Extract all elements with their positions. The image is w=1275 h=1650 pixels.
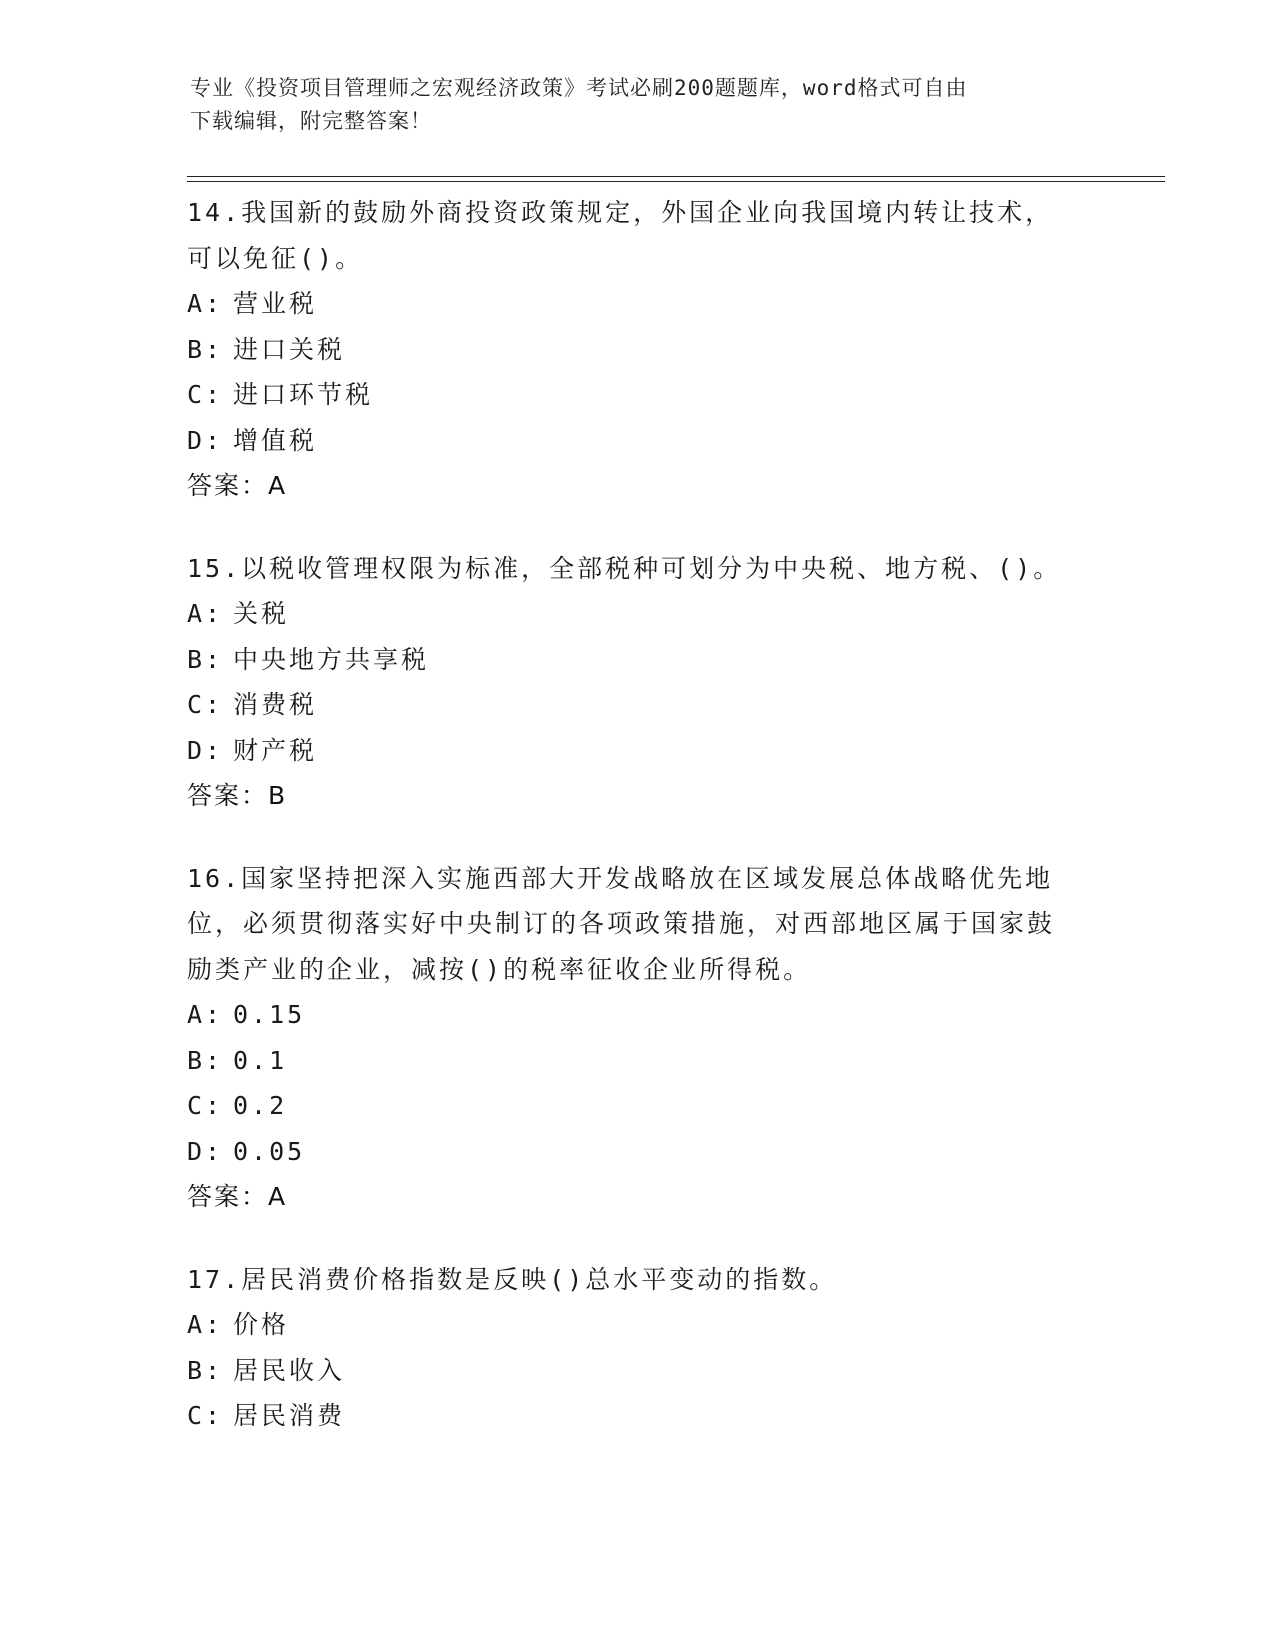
option-text: 0.15 <box>233 1000 306 1029</box>
option-c <box>187 682 1077 728</box>
option-a <box>187 1302 1077 1348</box>
document-header <box>190 72 1090 138</box>
header-line-1: 专业《投资项目管理师之宏观经济政策》考试必刷200题题库，word格式可自由 <box>190 76 968 100</box>
option-letter: B: <box>187 1045 224 1075</box>
option-d <box>187 728 1077 774</box>
option-letter: D: <box>187 1136 224 1166</box>
option-text: 消费税 <box>233 690 318 719</box>
option-text: 0.2 <box>233 1091 288 1120</box>
option-letter: C: <box>187 690 224 719</box>
option-letter: C: <box>187 1401 224 1430</box>
option-b <box>187 327 1077 373</box>
option-text: 财产税 <box>233 735 318 765</box>
answer-line: 答案：A <box>187 471 288 500</box>
option-b <box>187 1348 1077 1394</box>
option-a <box>187 281 1077 327</box>
option-text: 居民消费 <box>233 1401 346 1430</box>
option-text: 进口关税 <box>233 334 346 364</box>
option-c <box>187 372 1077 418</box>
option-a <box>187 591 1077 637</box>
option-text: 0.05 <box>233 1136 306 1166</box>
question-list <box>187 190 1077 1476</box>
option-letter: C: <box>187 380 224 409</box>
question-stem: 17.居民消费价格指数是反映()总水平变动的指数。 <box>187 1264 838 1294</box>
option-letter: D: <box>187 735 224 765</box>
header-divider-top <box>187 176 1165 177</box>
option-text: 进口环节税 <box>233 380 374 409</box>
option-text: 关税 <box>233 599 290 628</box>
option-text: 增值税 <box>233 425 318 455</box>
question-stem: 14.我国新的鼓励外商投资政策规定，外国企业向我国境内转让技术，可以免征()。 <box>187 198 1054 273</box>
option-letter: B: <box>187 644 224 674</box>
question-17 <box>187 1257 1077 1439</box>
question-15 <box>187 546 1077 819</box>
option-text: 价格 <box>233 1310 290 1339</box>
answer-line: 答案：A <box>187 1182 288 1211</box>
option-letter: B: <box>187 334 224 364</box>
option-b <box>187 1038 1077 1084</box>
header-line-2: 下载编辑，附完整答案！ <box>190 109 432 133</box>
option-text: 中央地方共享税 <box>233 644 430 674</box>
option-text: 0.1 <box>233 1045 288 1075</box>
option-text: 居民收入 <box>233 1355 346 1385</box>
option-letter: B: <box>187 1355 224 1385</box>
option-d <box>187 1129 1077 1175</box>
header-divider-bottom <box>187 181 1165 182</box>
option-a <box>187 992 1077 1038</box>
option-letter: D: <box>187 425 224 455</box>
question-14 <box>187 190 1077 509</box>
option-d <box>187 418 1077 464</box>
option-c <box>187 1083 1077 1129</box>
question-stem: 16.国家坚持把深入实施西部大开发战略放在区域发展总体战略优先地位，必须贯彻落实好中央制订的各项政策措施，对西部地区属于国家鼓励类产业的企业，减按()的税率征收企业所得税。 <box>187 863 1056 984</box>
question-16 <box>187 856 1077 1220</box>
question-stem: 15.以税收管理权限为标准，全部税种可划分为中央税、地方税、()。 <box>187 553 1062 583</box>
option-letter: A: <box>187 599 224 628</box>
option-letter: C: <box>187 1091 224 1120</box>
option-text: 营业税 <box>233 289 318 318</box>
option-letter: A: <box>187 1310 224 1339</box>
option-letter: A: <box>187 1000 224 1029</box>
answer-line: 答案：B <box>187 781 288 810</box>
option-c <box>187 1393 1077 1439</box>
option-b <box>187 637 1077 683</box>
option-letter: A: <box>187 289 224 318</box>
